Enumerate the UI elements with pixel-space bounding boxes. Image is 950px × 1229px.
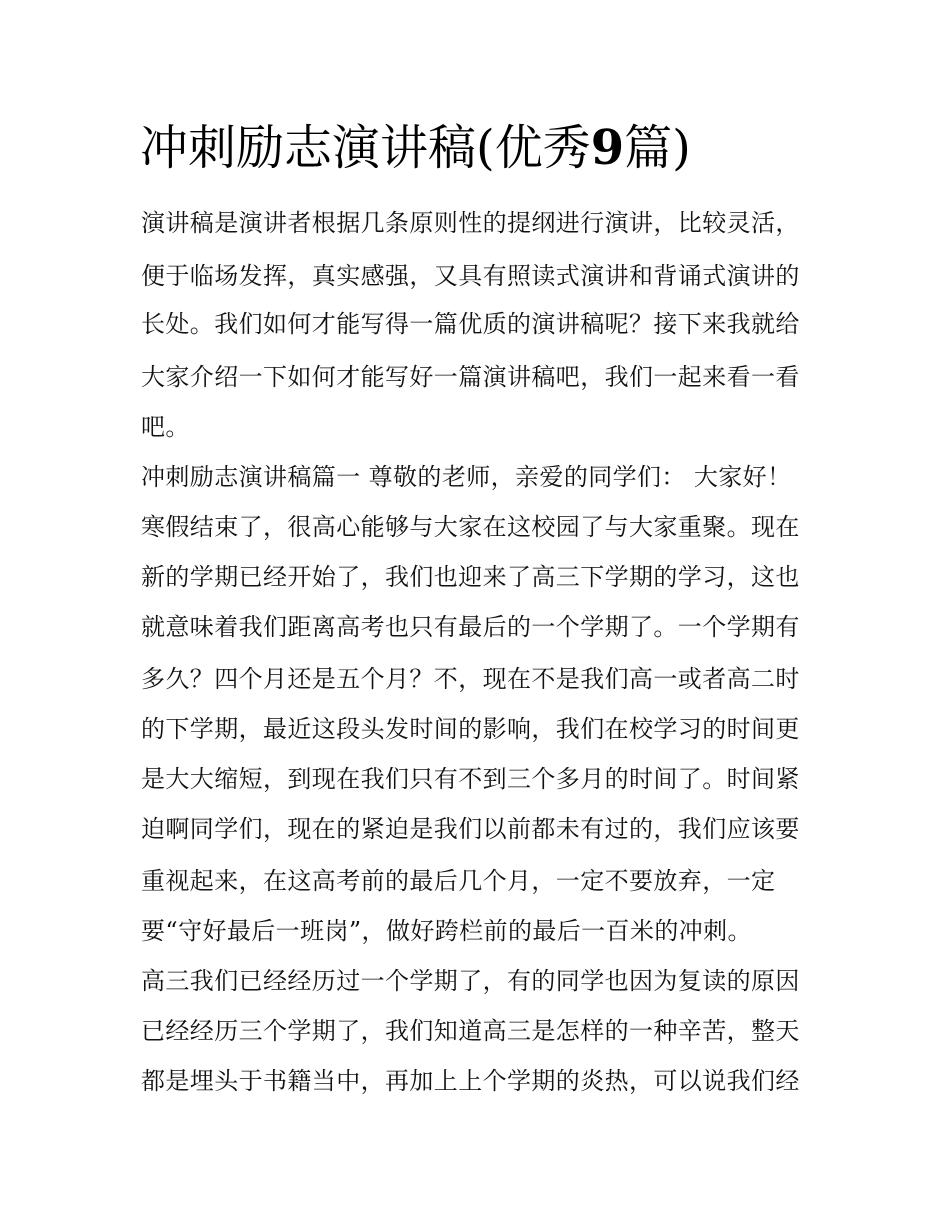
text-line: 大家介绍一下如何才能写好一篇演讲稿吧，我们一起来看一看 [141, 363, 800, 391]
text-line: 新的学期已经开始了，我们也迎来了高三下学期的学习，这也 [141, 563, 800, 591]
page-title [140, 118, 691, 178]
text-line: 便于临场发挥，真实感强，又具有照读式演讲和背诵式演讲的 [141, 262, 800, 290]
title-number: 9 [590, 120, 625, 176]
text-line: 寒假结束了，很高心能够与大家在这校园了与大家重聚。现在 [141, 513, 800, 541]
text-line: 高三我们已经经历过一个学期了，有的同学也因为复读的原因 [141, 967, 800, 995]
text-line: 重视起来，在这高考前的最后几个月，一定不要放弃，一定 [141, 867, 776, 895]
text-line: 迫啊同学们，现在的紧迫是我们以前都未有过的，我们应该要 [141, 815, 800, 843]
text-line: 冲刺励志演讲稿篇一 尊敬的老师，亲爱的同学们： 大家好！ [141, 463, 792, 491]
text-line: 是大大缩短，到现在我们只有不到三个多月的时间了。时间紧 [141, 765, 800, 793]
title-suffix: 篇) [624, 120, 691, 176]
text-line: 演讲稿是演讲者根据几条原则性的提纲进行演讲，比较灵活， [141, 209, 800, 237]
text-line: 都是埋头于书籍当中，再加上上个学期的炎热，可以说我们经 [141, 1067, 800, 1095]
text-line: 多久？四个月还是五个月？不，现在不是我们高一或者高二时 [141, 665, 800, 693]
text-line: 的下学期，最近这段头发时间的影响，我们在校学习的时间更 [141, 715, 800, 743]
text-line: 要“守好最后一班岗”，做好跨栏前的最后一百米的冲刺。 [141, 917, 752, 945]
title-prefix: 冲刺励志演讲稿(优秀 [140, 120, 591, 176]
text-line: 已经经历三个学期了，我们知道高三是怎样的一种辛苦，整天 [141, 1017, 800, 1045]
text-line: 长处。我们如何才能写得一篇优质的演讲稿呢？接下来我就给 [141, 310, 800, 338]
text-line: 吧。 [141, 413, 190, 441]
text-line: 就意味着我们距离高考也只有最后的一个学期了。一个学期有 [141, 613, 800, 641]
